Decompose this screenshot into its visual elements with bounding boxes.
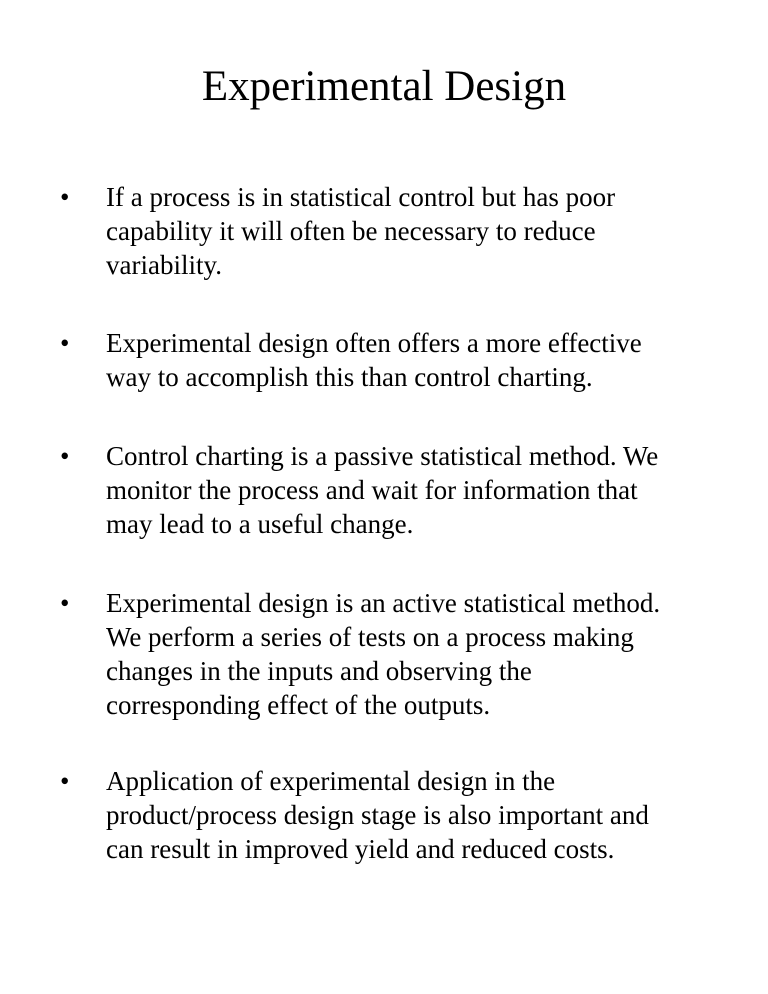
page-title: Experimental Design: [201, 63, 567, 110]
bullet-text: Application of experimental design in the product/process design stage is also important and can result in improved yield and reduced costs.: [106, 766, 649, 864]
bullet-text: Experimental design is an active statistical method. We perform a series of tests on a process making changes in the inputs and observing the corresponding effect of the outputs.: [106, 588, 661, 720]
bullet-text: If a process is in statistical control but has poor capability it will often be necessary to reduce variability.: [106, 182, 616, 280]
bullet-icon: •: [60, 182, 70, 212]
bullet-text: Control charting is a passive statistical method. We monitor the process and wait for information that may lead to a useful change.: [106, 441, 659, 539]
bullet-icon: •: [60, 766, 70, 796]
bullet-icon: •: [60, 441, 70, 471]
bullet-icon: •: [60, 588, 70, 618]
bullet-text: Experimental design often offers a more effective way to accomplish this than control charting.: [106, 328, 642, 392]
bullet-icon: •: [60, 328, 70, 358]
